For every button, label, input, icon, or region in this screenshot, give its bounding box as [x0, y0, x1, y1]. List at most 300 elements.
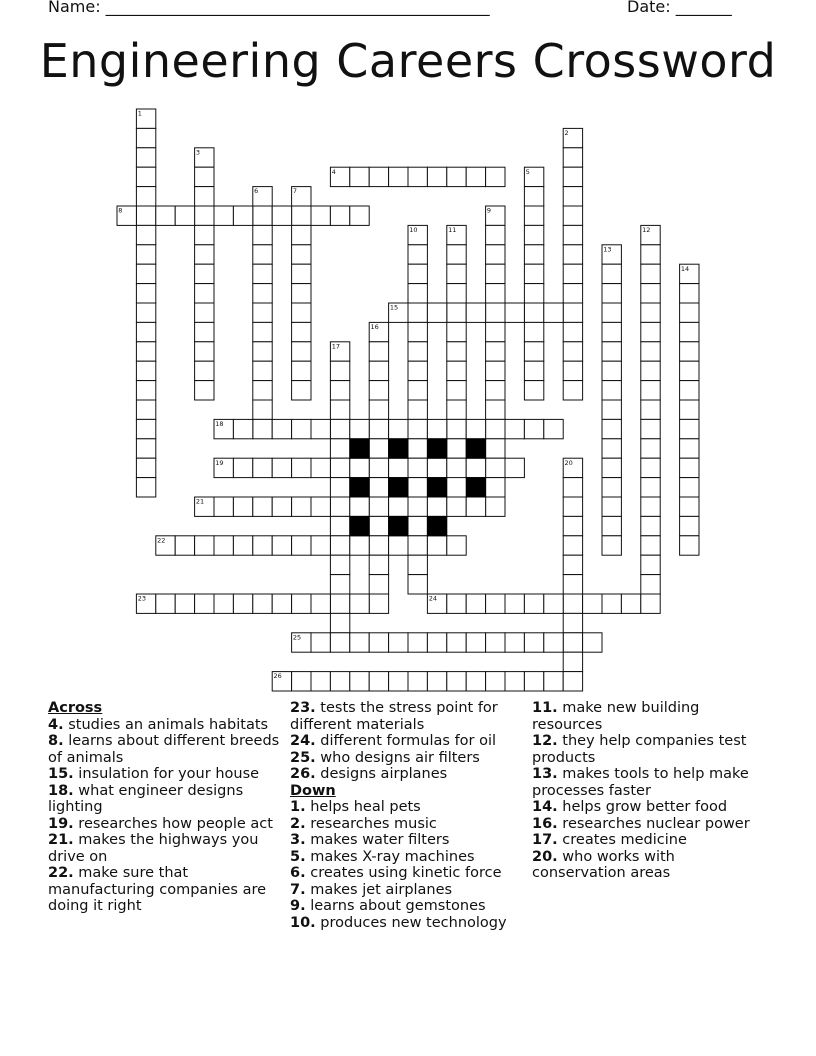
grid-cell[interactable] [486, 361, 505, 380]
grid-cell[interactable] [466, 497, 485, 516]
grid-cell[interactable] [524, 342, 543, 361]
grid-cell[interactable] [311, 458, 330, 477]
grid-cell[interactable] [602, 536, 621, 555]
grid-cell[interactable] [563, 245, 582, 264]
grid-cell[interactable] [641, 516, 660, 535]
grid-cell[interactable] [389, 633, 408, 652]
grid-cell[interactable] [389, 419, 408, 438]
grid-cell[interactable] [408, 633, 427, 652]
grid-cell[interactable] [563, 225, 582, 244]
grid-cell[interactable] [641, 322, 660, 341]
grid-cell[interactable] [195, 225, 214, 244]
grid-cell[interactable] [136, 439, 155, 458]
grid-cell[interactable] [292, 225, 311, 244]
grid-cell[interactable] [447, 303, 466, 322]
grid-cell[interactable] [330, 633, 349, 652]
grid-cell[interactable] [311, 206, 330, 225]
grid-cell[interactable] [292, 303, 311, 322]
grid-cell[interactable] [350, 206, 369, 225]
grid-cell[interactable] [214, 594, 233, 613]
grid-cell[interactable] [641, 361, 660, 380]
grid-cell[interactable] [447, 536, 466, 555]
grid-cell[interactable] [350, 497, 369, 516]
grid-cell[interactable] [524, 672, 543, 691]
grid-cell[interactable] [136, 322, 155, 341]
grid-cell[interactable] [602, 594, 621, 613]
grid-cell[interactable] [311, 594, 330, 613]
grid-cell[interactable] [427, 633, 446, 652]
grid-cell[interactable] [602, 361, 621, 380]
grid-cell[interactable] [602, 322, 621, 341]
grid-cell[interactable] [253, 284, 272, 303]
grid-cell[interactable] [156, 594, 175, 613]
grid-cell[interactable] [136, 284, 155, 303]
grid-cell[interactable] [486, 284, 505, 303]
grid-cell[interactable] [330, 672, 349, 691]
grid-cell[interactable] [136, 206, 155, 225]
grid-cell[interactable] [330, 594, 349, 613]
grid-cell[interactable] [350, 594, 369, 613]
grid-cell[interactable] [195, 381, 214, 400]
grid-cell[interactable] [330, 361, 349, 380]
grid-cell[interactable] [253, 400, 272, 419]
grid-cell[interactable] [389, 167, 408, 186]
grid-cell[interactable] [466, 303, 485, 322]
grid-cell[interactable] [292, 381, 311, 400]
grid-cell[interactable] [563, 575, 582, 594]
grid-cell[interactable] [195, 264, 214, 283]
grid-cell[interactable] [408, 322, 427, 341]
grid-cell[interactable] [136, 148, 155, 167]
grid-cell[interactable] [253, 536, 272, 555]
grid-cell[interactable] [486, 303, 505, 322]
grid-cell[interactable] [272, 536, 291, 555]
grid-cell[interactable] [369, 419, 388, 438]
grid-cell[interactable] [369, 536, 388, 555]
grid-cell[interactable] [292, 342, 311, 361]
grid-cell[interactable] [641, 497, 660, 516]
grid-cell[interactable] [563, 284, 582, 303]
grid-cell[interactable] [408, 439, 427, 458]
grid-cell[interactable] [486, 167, 505, 186]
grid-cell[interactable] [544, 303, 563, 322]
grid-cell[interactable] [292, 458, 311, 477]
grid-cell[interactable] [350, 458, 369, 477]
grid-cell[interactable] [292, 245, 311, 264]
grid-cell[interactable] [602, 497, 621, 516]
grid-cell[interactable] [486, 245, 505, 264]
grid-cell[interactable] [369, 167, 388, 186]
grid-cell[interactable] [408, 575, 427, 594]
grid-cell[interactable] [350, 633, 369, 652]
grid-cell[interactable] [311, 633, 330, 652]
grid-cell[interactable] [330, 478, 349, 497]
grid-cell[interactable] [292, 284, 311, 303]
grid-cell[interactable] [389, 536, 408, 555]
grid-cell[interactable] [486, 225, 505, 244]
grid-cell[interactable] [427, 419, 446, 438]
grid-cell[interactable] [524, 322, 543, 341]
grid-cell[interactable] [466, 633, 485, 652]
grid-cell[interactable] [486, 342, 505, 361]
grid-cell[interactable] [447, 672, 466, 691]
grid-cell[interactable] [136, 381, 155, 400]
grid-cell[interactable] [602, 264, 621, 283]
grid-cell[interactable] [136, 303, 155, 322]
grid-cell[interactable] [136, 400, 155, 419]
grid-cell[interactable] [253, 264, 272, 283]
grid-cell[interactable] [602, 284, 621, 303]
grid-cell[interactable] [641, 381, 660, 400]
grid-cell[interactable] [641, 342, 660, 361]
grid-cell[interactable] [544, 594, 563, 613]
grid-cell[interactable] [563, 536, 582, 555]
grid-cell[interactable] [583, 633, 602, 652]
grid-cell[interactable] [544, 672, 563, 691]
grid-cell[interactable] [330, 458, 349, 477]
grid-cell[interactable] [486, 264, 505, 283]
grid-cell[interactable] [408, 672, 427, 691]
grid-cell[interactable] [641, 478, 660, 497]
grid-cell[interactable] [136, 342, 155, 361]
grid-cell[interactable] [214, 536, 233, 555]
grid-cell[interactable] [292, 497, 311, 516]
grid-cell[interactable] [563, 303, 582, 322]
grid-cell[interactable] [272, 206, 291, 225]
grid-cell[interactable] [350, 672, 369, 691]
grid-cell[interactable] [486, 672, 505, 691]
grid-cell[interactable] [524, 361, 543, 380]
grid-cell[interactable] [233, 536, 252, 555]
grid-cell[interactable] [369, 672, 388, 691]
grid-cell[interactable] [253, 361, 272, 380]
grid-cell[interactable] [447, 322, 466, 341]
grid-cell[interactable] [583, 594, 602, 613]
grid-cell[interactable] [602, 516, 621, 535]
grid-cell[interactable] [408, 264, 427, 283]
grid-cell[interactable] [563, 652, 582, 671]
grid-cell[interactable] [524, 187, 543, 206]
grid-cell[interactable] [524, 225, 543, 244]
grid-cell[interactable] [505, 303, 524, 322]
grid-cell[interactable] [408, 361, 427, 380]
grid-cell[interactable] [408, 381, 427, 400]
grid-cell[interactable] [292, 419, 311, 438]
grid-cell[interactable] [156, 206, 175, 225]
grid-cell[interactable] [330, 575, 349, 594]
grid-cell[interactable] [486, 419, 505, 438]
grid-cell[interactable] [563, 381, 582, 400]
grid-cell[interactable] [408, 536, 427, 555]
grid-cell[interactable] [486, 478, 505, 497]
grid-cell[interactable] [447, 264, 466, 283]
grid-cell[interactable] [680, 497, 699, 516]
grid-cell[interactable] [563, 342, 582, 361]
grid-cell[interactable] [486, 381, 505, 400]
grid-cell[interactable] [563, 613, 582, 632]
grid-cell[interactable] [447, 400, 466, 419]
grid-cell[interactable] [524, 594, 543, 613]
grid-cell[interactable] [272, 458, 291, 477]
grid-cell[interactable] [253, 497, 272, 516]
grid-cell[interactable] [369, 633, 388, 652]
grid-cell[interactable] [486, 594, 505, 613]
grid-cell[interactable] [136, 167, 155, 186]
grid-cell[interactable] [369, 381, 388, 400]
grid-cell[interactable] [292, 322, 311, 341]
grid-cell[interactable] [680, 516, 699, 535]
date-field[interactable]: Date: _______ [627, 0, 732, 16]
grid-cell[interactable] [447, 381, 466, 400]
grid-cell[interactable] [253, 225, 272, 244]
grid-cell[interactable] [214, 497, 233, 516]
grid-cell[interactable] [447, 458, 466, 477]
grid-cell[interactable] [563, 264, 582, 283]
grid-cell[interactable] [311, 536, 330, 555]
grid-cell[interactable] [563, 633, 582, 652]
grid-cell[interactable] [563, 594, 582, 613]
grid-cell[interactable] [136, 264, 155, 283]
grid-cell[interactable] [369, 497, 388, 516]
grid-cell[interactable] [272, 497, 291, 516]
grid-cell[interactable] [408, 478, 427, 497]
grid-cell[interactable] [641, 245, 660, 264]
grid-cell[interactable] [563, 555, 582, 574]
grid-cell[interactable] [680, 342, 699, 361]
grid-cell[interactable] [408, 516, 427, 535]
grid-cell[interactable] [369, 342, 388, 361]
grid-cell[interactable] [563, 167, 582, 186]
grid-cell[interactable] [330, 400, 349, 419]
grid-cell[interactable] [330, 536, 349, 555]
grid-cell[interactable] [563, 148, 582, 167]
grid-cell[interactable] [447, 633, 466, 652]
grid-cell[interactable] [602, 303, 621, 322]
grid-cell[interactable] [311, 497, 330, 516]
grid-cell[interactable] [136, 187, 155, 206]
grid-cell[interactable] [408, 419, 427, 438]
grid-cell[interactable] [253, 594, 272, 613]
grid-cell[interactable] [233, 206, 252, 225]
grid-cell[interactable] [233, 497, 252, 516]
grid-cell[interactable] [408, 167, 427, 186]
grid-cell[interactable] [486, 439, 505, 458]
grid-cell[interactable] [408, 400, 427, 419]
grid-cell[interactable] [680, 303, 699, 322]
grid-cell[interactable] [544, 419, 563, 438]
grid-cell[interactable] [563, 187, 582, 206]
grid-cell[interactable] [563, 672, 582, 691]
grid-cell[interactable] [253, 245, 272, 264]
grid-cell[interactable] [447, 245, 466, 264]
grid-cell[interactable] [524, 264, 543, 283]
grid-cell[interactable] [292, 594, 311, 613]
grid-cell[interactable] [505, 633, 524, 652]
grid-cell[interactable] [680, 322, 699, 341]
grid-cell[interactable] [233, 419, 252, 438]
grid-cell[interactable] [175, 206, 194, 225]
grid-cell[interactable] [408, 458, 427, 477]
grid-cell[interactable] [524, 381, 543, 400]
grid-cell[interactable] [195, 245, 214, 264]
grid-cell[interactable] [524, 206, 543, 225]
grid-cell[interactable] [427, 303, 446, 322]
grid-cell[interactable] [330, 497, 349, 516]
grid-cell[interactable] [680, 458, 699, 477]
grid-cell[interactable] [641, 439, 660, 458]
grid-cell[interactable] [524, 245, 543, 264]
grid-cell[interactable] [447, 361, 466, 380]
grid-cell[interactable] [466, 594, 485, 613]
grid-cell[interactable] [563, 322, 582, 341]
grid-cell[interactable] [195, 322, 214, 341]
grid-cell[interactable] [563, 206, 582, 225]
grid-cell[interactable] [408, 245, 427, 264]
grid-cell[interactable] [292, 672, 311, 691]
grid-cell[interactable] [602, 400, 621, 419]
grid-cell[interactable] [253, 419, 272, 438]
grid-cell[interactable] [253, 303, 272, 322]
grid-cell[interactable] [195, 284, 214, 303]
grid-cell[interactable] [292, 206, 311, 225]
grid-cell[interactable] [253, 206, 272, 225]
grid-cell[interactable] [524, 303, 543, 322]
grid-cell[interactable] [369, 458, 388, 477]
grid-cell[interactable] [272, 594, 291, 613]
grid-cell[interactable] [486, 400, 505, 419]
grid-cell[interactable] [311, 672, 330, 691]
grid-cell[interactable] [466, 458, 485, 477]
grid-cell[interactable] [253, 322, 272, 341]
grid-cell[interactable] [136, 361, 155, 380]
grid-cell[interactable] [680, 419, 699, 438]
grid-cell[interactable] [486, 322, 505, 341]
grid-cell[interactable] [408, 555, 427, 574]
grid-cell[interactable] [680, 381, 699, 400]
grid-cell[interactable] [175, 536, 194, 555]
grid-cell[interactable] [292, 536, 311, 555]
grid-cell[interactable] [272, 419, 291, 438]
grid-cell[interactable] [447, 167, 466, 186]
grid-cell[interactable] [680, 361, 699, 380]
grid-cell[interactable] [195, 594, 214, 613]
grid-cell[interactable] [330, 206, 349, 225]
grid-cell[interactable] [641, 284, 660, 303]
grid-cell[interactable] [563, 361, 582, 380]
grid-cell[interactable] [292, 264, 311, 283]
grid-cell[interactable] [447, 497, 466, 516]
grid-cell[interactable] [350, 536, 369, 555]
grid-cell[interactable] [427, 536, 446, 555]
grid-cell[interactable] [505, 672, 524, 691]
grid-cell[interactable] [195, 206, 214, 225]
grid-cell[interactable] [175, 594, 194, 613]
grid-cell[interactable] [505, 594, 524, 613]
grid-cell[interactable] [447, 419, 466, 438]
grid-cell[interactable] [195, 187, 214, 206]
grid-cell[interactable] [136, 419, 155, 438]
grid-cell[interactable] [408, 342, 427, 361]
grid-cell[interactable] [602, 419, 621, 438]
grid-cell[interactable] [680, 284, 699, 303]
grid-cell[interactable] [369, 516, 388, 535]
grid-cell[interactable] [369, 400, 388, 419]
grid-cell[interactable] [369, 555, 388, 574]
grid-cell[interactable] [233, 594, 252, 613]
grid-cell[interactable] [408, 284, 427, 303]
grid-cell[interactable] [427, 497, 446, 516]
grid-cell[interactable] [136, 458, 155, 477]
grid-cell[interactable] [195, 167, 214, 186]
grid-cell[interactable] [602, 381, 621, 400]
grid-cell[interactable] [350, 167, 369, 186]
grid-cell[interactable] [427, 167, 446, 186]
grid-cell[interactable] [292, 361, 311, 380]
grid-cell[interactable] [641, 419, 660, 438]
grid-cell[interactable] [602, 458, 621, 477]
grid-cell[interactable] [253, 458, 272, 477]
grid-cell[interactable] [369, 361, 388, 380]
grid-cell[interactable] [680, 400, 699, 419]
grid-cell[interactable] [233, 458, 252, 477]
grid-cell[interactable] [641, 458, 660, 477]
grid-cell[interactable] [408, 497, 427, 516]
grid-cell[interactable] [369, 439, 388, 458]
name-field[interactable]: Name: ________________________________________________ [48, 0, 490, 16]
grid-cell[interactable] [136, 245, 155, 264]
grid-cell[interactable] [330, 381, 349, 400]
grid-cell[interactable] [195, 342, 214, 361]
grid-cell[interactable] [466, 419, 485, 438]
grid-cell[interactable] [680, 478, 699, 497]
grid-cell[interactable] [136, 128, 155, 147]
grid-cell[interactable] [524, 284, 543, 303]
grid-cell[interactable] [641, 575, 660, 594]
grid-cell[interactable] [447, 342, 466, 361]
grid-cell[interactable] [350, 419, 369, 438]
grid-cell[interactable] [195, 303, 214, 322]
grid-cell[interactable] [330, 516, 349, 535]
grid-cell[interactable] [486, 458, 505, 477]
grid-cell[interactable] [389, 672, 408, 691]
grid-cell[interactable] [602, 342, 621, 361]
grid-cell[interactable] [641, 264, 660, 283]
grid-cell[interactable] [505, 458, 524, 477]
grid-cell[interactable] [447, 284, 466, 303]
grid-cell[interactable] [563, 478, 582, 497]
grid-cell[interactable] [389, 458, 408, 477]
grid-cell[interactable] [621, 594, 640, 613]
grid-cell[interactable] [680, 536, 699, 555]
grid-cell[interactable] [447, 594, 466, 613]
grid-cell[interactable] [369, 594, 388, 613]
grid-cell[interactable] [195, 361, 214, 380]
grid-cell[interactable] [330, 555, 349, 574]
grid-cell[interactable] [544, 633, 563, 652]
grid-cell[interactable] [602, 478, 621, 497]
grid-cell[interactable] [505, 419, 524, 438]
grid-cell[interactable] [330, 419, 349, 438]
grid-cell[interactable] [330, 439, 349, 458]
grid-cell[interactable] [641, 555, 660, 574]
grid-cell[interactable] [641, 536, 660, 555]
grid-cell[interactable] [486, 497, 505, 516]
grid-cell[interactable] [427, 458, 446, 477]
grid-cell[interactable] [330, 613, 349, 632]
grid-cell[interactable] [136, 478, 155, 497]
grid-cell[interactable] [389, 497, 408, 516]
grid-cell[interactable] [466, 672, 485, 691]
